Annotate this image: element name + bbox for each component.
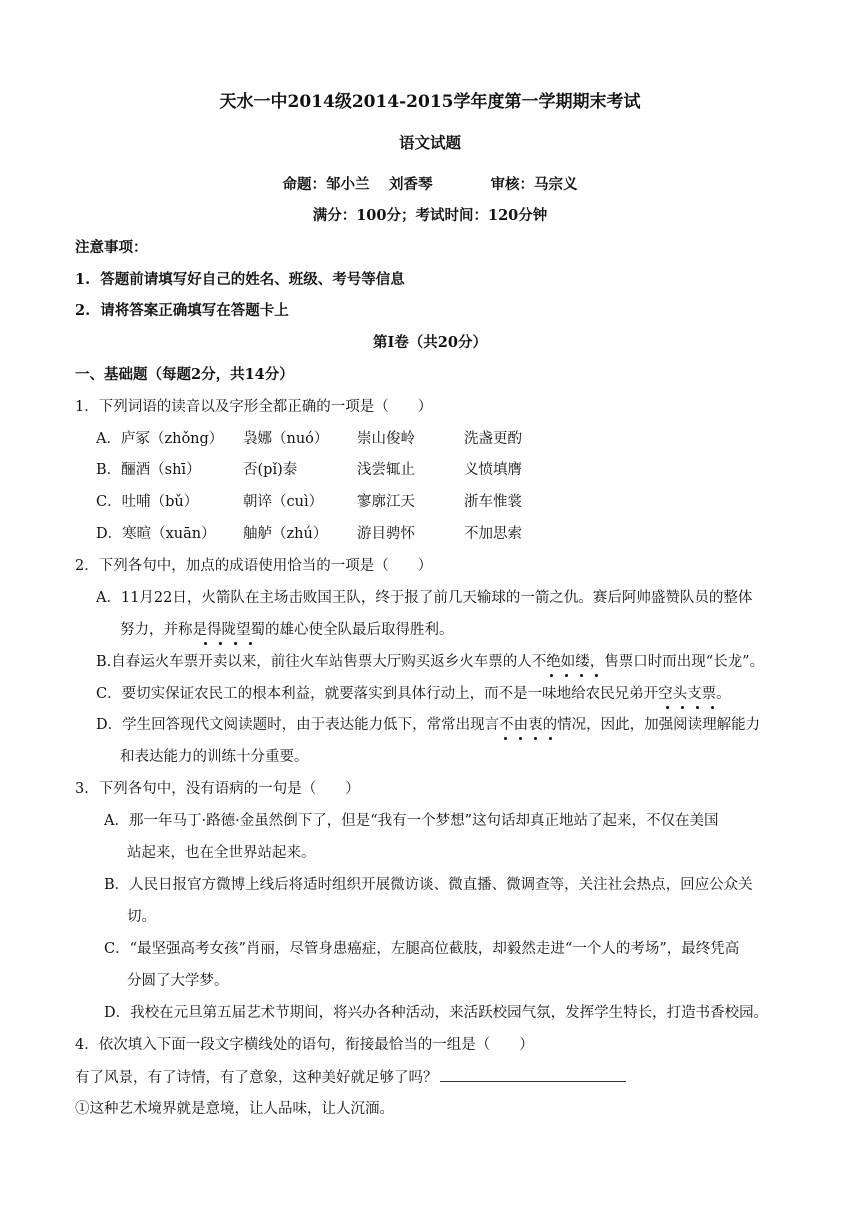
emphasis-dot <box>550 674 553 677</box>
answer-blank <box>440 1067 626 1082</box>
q1-option-a-word1: A．庐冢（zhǒng） <box>96 431 224 447</box>
notes-heading: 注意事项： <box>75 239 148 256</box>
emphasis-dot <box>504 737 507 740</box>
q1-option-b-word4: 义愤填膺 <box>464 462 522 478</box>
question-3-stem: 3．下列各句中，没有语病的一句是（ ） <box>75 781 360 797</box>
emphasis-dot <box>565 674 568 677</box>
q3-option-a-line2: 站起来，也在全世界站起来。 <box>127 845 316 861</box>
exam-title: 天水一中2014级2014-2015学年度第一学期期末考试 <box>219 92 641 112</box>
emphasis-dot <box>219 642 222 645</box>
emphasis-dot <box>549 737 552 740</box>
q1-option-b-word1: B．酾酒（shī） <box>96 462 201 478</box>
emphasis-dot <box>519 737 522 740</box>
emphasis-dot <box>534 737 537 740</box>
q3-option-b-line2: 切。 <box>127 909 156 925</box>
emphasis-dot <box>711 706 714 709</box>
q1-option-c-word3: 寥廓江天 <box>357 494 415 510</box>
q4-passage <box>75 1067 626 1088</box>
q1-option-c-word2: 朝谇（cuì） <box>243 494 324 510</box>
emphasis-dot <box>204 642 207 645</box>
q4-passage-text: 有了风景，有了诗情，有了意象，这种美好就足够了吗？ <box>75 1070 438 1086</box>
q2-option-d-line1: D．学生回答现代文阅读题时，由于表达能力低下，常常出现言不由衷的情况，因此，加强阅读理解能力 <box>96 717 761 733</box>
exam-score-time: 满分：100分；考试时间：120分钟 <box>312 207 548 224</box>
q1-option-d-word1: D．寒暄（xuān） <box>96 526 216 542</box>
q2-option-b: B.自春运火车票开卖以来，前往火车站售票大厅购买返乡火车票的人不绝如缕，售票口时而出现“长龙”。 <box>96 654 765 670</box>
q4-option-1: ①这种艺术境界就是意境，让人品味，让人沉湎。 <box>75 1101 394 1117</box>
q3-option-b-line1: B．人民日报官方微博上线后将适时组织开展微访谈、微直播、微调查等，关注社会热点，回应公众关 <box>104 877 753 893</box>
emphasis-dot <box>249 642 252 645</box>
emphasis-dot <box>666 706 669 709</box>
exam-subject: 语文试题 <box>398 133 461 152</box>
note-item-1: 1. 答题前请填写好自己的姓名、班级、考号等信息 <box>75 271 405 288</box>
emphasis-dot <box>580 674 583 677</box>
emphasis-dot <box>234 642 237 645</box>
q1-option-b-word2: 否(pǐ)泰 <box>243 462 298 478</box>
q2-option-d-line2: 和表达能力的训练十分重要。 <box>120 749 309 765</box>
q3-option-c-line1: C．“最坚强高考女孩”肖丽，尽管身患癌症，左腿高位截肢，却毅然走进“一个人的考场”，最终凭高 <box>104 941 740 957</box>
q1-option-b-word3: 浅尝辄止 <box>357 462 415 478</box>
q2-option-a-line2: 努力，并称是得陇望蜀的雄心使全队最后取得胜利。 <box>120 622 454 638</box>
q2-option-a-line1: A．11月22日，火箭队在主场击败国王队，终于报了前几天输球的一箭之仇。赛后阿帅盛赞队员的整体 <box>96 590 753 606</box>
q1-option-a-word2: 袅娜（nuó） <box>243 431 329 447</box>
q1-option-d-word3: 游目骋怀 <box>357 526 415 542</box>
question-2-stem: 2．下列各句中，加点的成语使用恰当的一项是（ ） <box>75 558 433 574</box>
q1-option-a-word3: 崇山俊岭 <box>357 431 415 447</box>
q1-option-a-word4: 洗盏更酌 <box>464 431 522 447</box>
q1-option-c-word1: C．吐哺（bǔ） <box>96 494 199 510</box>
q2-option-c: C．要切实保证农民工的根本利益，就要落实到具体行动上，而不是一味地给农民兄弟开空头支票。 <box>96 686 731 702</box>
q1-option-c-word4: 浙车惟裳 <box>464 494 522 510</box>
section-heading: 一、基础题（每题2分，共14分） <box>75 366 294 383</box>
q3-option-c-line2: 分圆了大学梦。 <box>127 973 229 989</box>
emphasis-dot <box>696 706 699 709</box>
emphasis-dot <box>681 706 684 709</box>
q1-option-d-word2: 舳舻（zhú） <box>243 526 328 542</box>
q1-option-d-word4: 不加思索 <box>464 526 522 542</box>
q3-option-a-line1: A．那一年马丁·路德·金虽然倒下了，但是“我有一个梦想”这句话却真正地站了起来，不仅在美国 <box>104 813 719 829</box>
question-1-stem: 1．下列词语的读音以及字形全都正确的一项是（ ） <box>75 399 433 415</box>
exam-authors: 命题：邹小兰 刘香琴 审核：马宗义 <box>282 176 578 193</box>
volume-heading: 第Ⅰ卷（共20分） <box>373 334 487 351</box>
emphasis-dot <box>595 674 598 677</box>
note-item-2: 2. 请将答案正确填写在答题卡上 <box>75 302 289 319</box>
question-4-stem: 4．依次填入下面一段文字横线处的语句，衔接最恰当的一组是（ ） <box>75 1037 534 1053</box>
q3-option-d: D．我校在元旦第五届艺术节期间，将兴办各种活动，来活跃校园气氛，发挥学生特长，打造书香校园。 <box>104 1005 769 1021</box>
